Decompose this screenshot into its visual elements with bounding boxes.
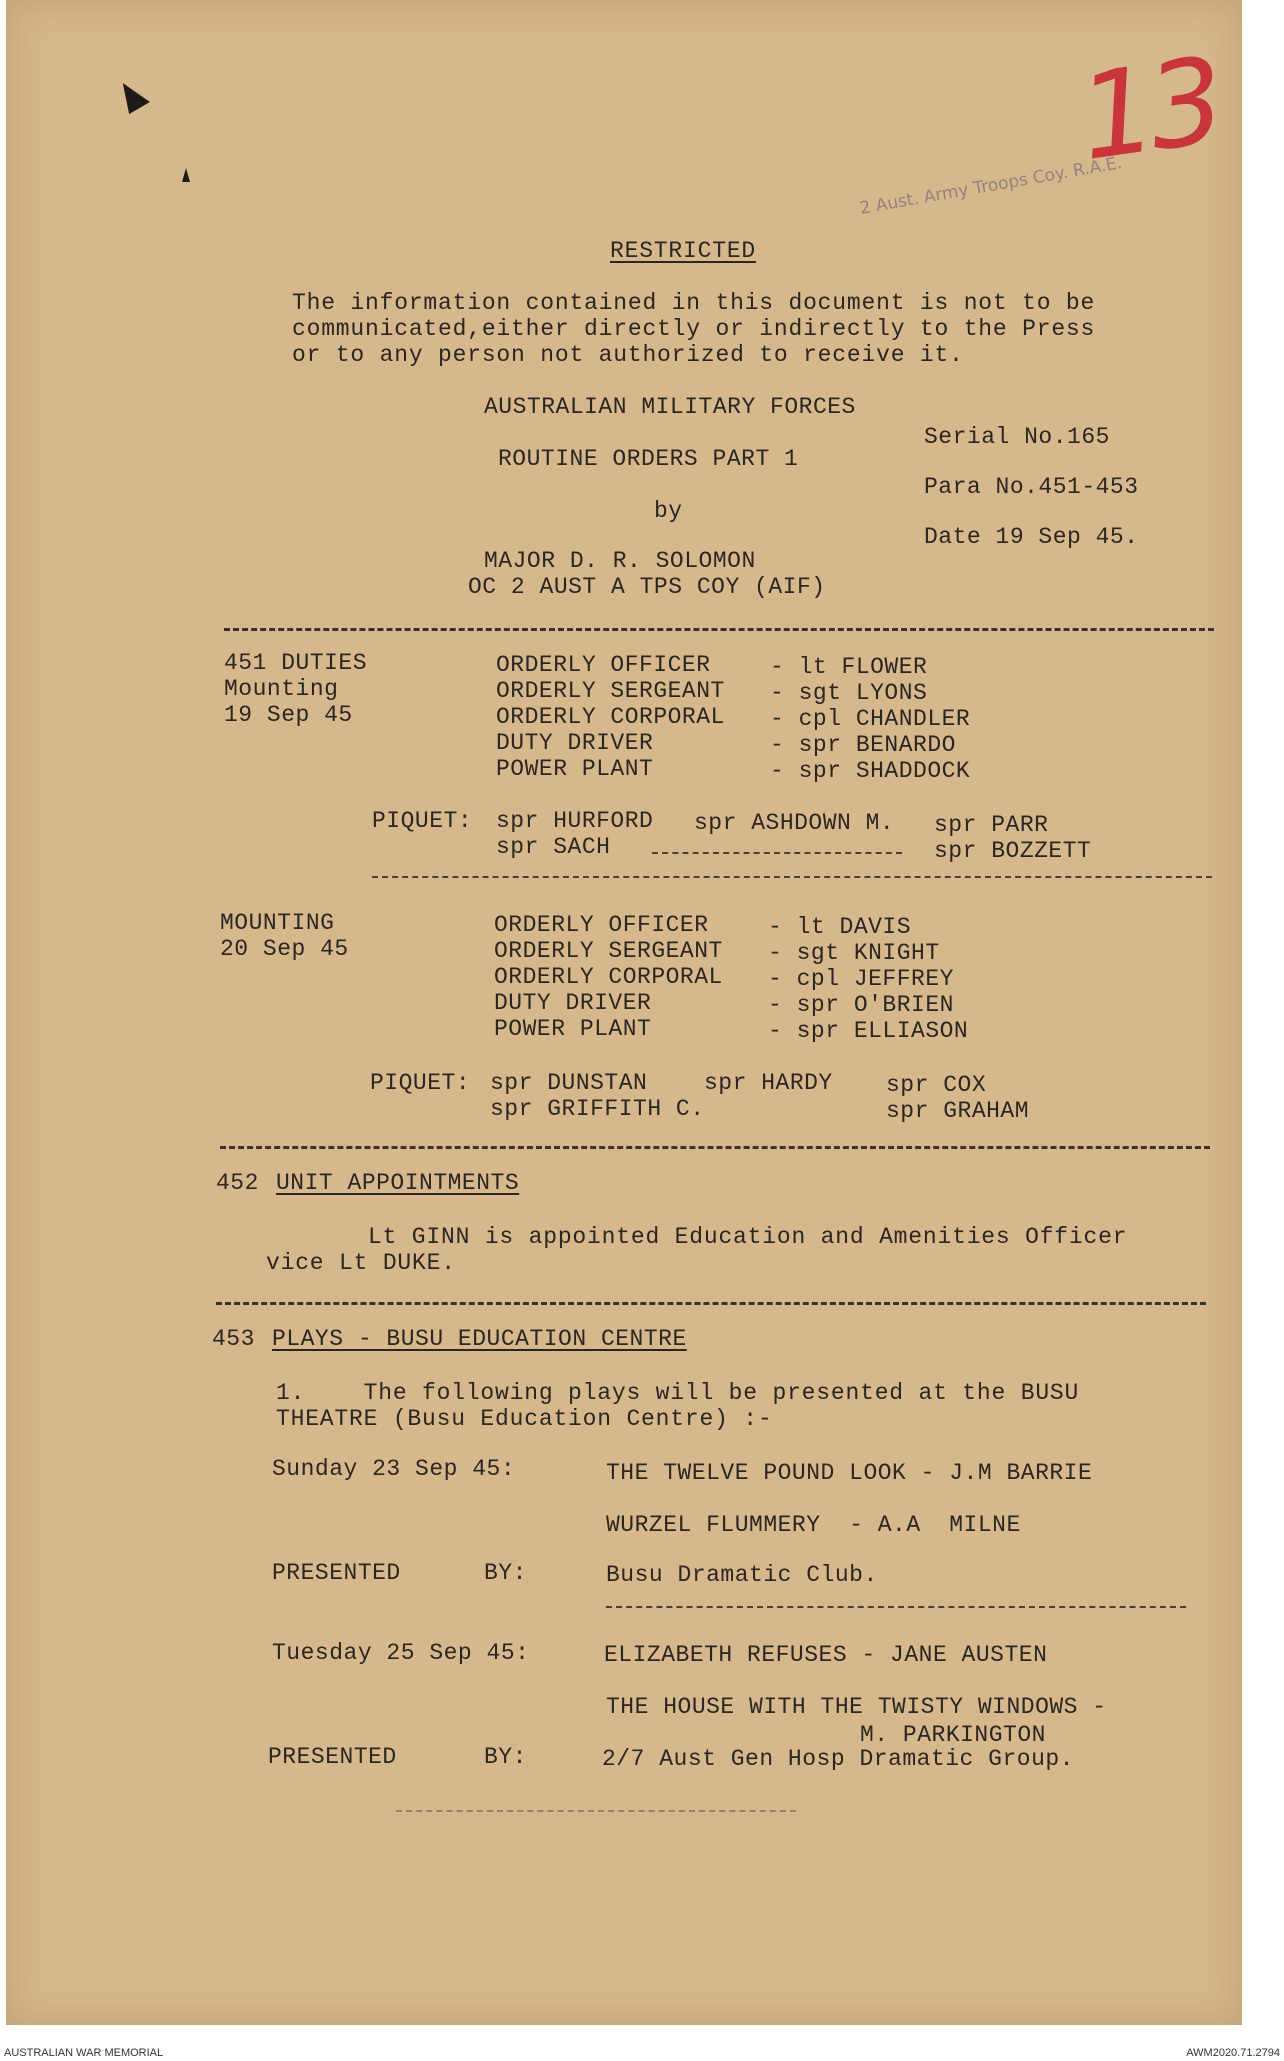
play-author: M. PARKINGTON	[860, 1722, 1046, 1748]
duty-role: ORDERLY OFFICER	[494, 912, 709, 938]
classification: RESTRICTED	[610, 238, 757, 264]
order-date: Date 19 Sep 45.	[924, 524, 1139, 550]
piquet-member: spr PARR	[934, 812, 1049, 838]
para-451-heading: 451 DUTIES	[224, 650, 368, 676]
presented-label: PRESENTED	[272, 1560, 401, 1586]
piquet-member: spr ASHDOWN M.	[694, 810, 895, 836]
piquet-member: spr GRIFFITH C.	[490, 1096, 705, 1122]
event-divider	[606, 1606, 1186, 1608]
piquet-member: spr DUNSTAN	[490, 1070, 648, 1096]
force-title: AUSTRALIAN MILITARY FORCES	[484, 394, 856, 420]
archive-reference: AWM2020.71.2794	[1186, 2047, 1280, 2059]
mounting-label: Mounting	[224, 676, 339, 702]
plays-intro: 1. The following plays will be presented at the BUSU	[276, 1380, 1080, 1406]
duty-name: - cpl JEFFREY	[768, 966, 954, 992]
play-title: WURZEL FLUMMERY - A.A MILNE	[606, 1512, 1021, 1538]
presenter: Busu Dramatic Club.	[606, 1562, 878, 1588]
by-label: BY:	[484, 1744, 527, 1770]
duty-name: - spr ELLIASON	[768, 1018, 969, 1044]
piquet-label: PIQUET:	[372, 808, 473, 834]
para-453-number: 453	[212, 1326, 255, 1352]
notice-line: The information contained in this document is not to be	[292, 290, 1096, 316]
page-end-mark	[396, 1810, 796, 1812]
notice-line: or to any person not authorized to receive it.	[292, 342, 964, 368]
serial-number: Serial No.165	[924, 424, 1110, 450]
duty-name: - cpl CHANDLER	[770, 706, 971, 732]
piquet-member: spr HARDY	[704, 1070, 833, 1096]
piquet-member: spr BOZZETT	[934, 838, 1092, 864]
plays-intro: THEATRE (Busu Education Centre) :-	[276, 1406, 773, 1432]
issuing-officer: MAJOR D. R. SOLOMON	[484, 548, 756, 574]
duty-role: ORDERLY OFFICER	[496, 652, 711, 678]
piquet-member: spr GRAHAM	[886, 1098, 1030, 1124]
para-number: Para No.451-453	[924, 474, 1139, 500]
appointment-line: vice Lt DUKE.	[266, 1250, 456, 1276]
presenter: 2/7 Aust Gen Hosp Dramatic Group.	[602, 1746, 1074, 1772]
mounting-date: 20 Sep 45	[220, 936, 349, 962]
para-452-number: 452	[216, 1170, 259, 1196]
section-divider	[220, 1146, 1210, 1149]
issuing-unit: OC 2 AUST A TPS COY (AIF)	[468, 574, 826, 600]
fill-line	[652, 852, 902, 854]
section-divider	[224, 628, 1214, 631]
duty-role: POWER PLANT	[494, 1016, 652, 1042]
duty-name: - lt FLOWER	[770, 654, 928, 680]
duty-role: ORDERLY SERGEANT	[496, 678, 725, 704]
duty-role: POWER PLANT	[496, 756, 654, 782]
event-date: Tuesday 25 Sep 45:	[272, 1640, 530, 1666]
ink-speck	[182, 168, 190, 182]
duty-name: - spr SHADDOCK	[770, 758, 971, 784]
mounting-label: MOUNTING	[220, 910, 335, 936]
presented-label: PRESENTED	[268, 1744, 397, 1770]
section-divider	[372, 876, 1212, 878]
folio-number: 13	[1071, 31, 1228, 187]
unit-stamp: 2 Aust. Army Troops Coy. R.A.E.	[858, 153, 1124, 219]
archive-credit: AUSTRALIAN WAR MEMORIAL	[4, 2047, 164, 2059]
duty-role: ORDERLY CORPORAL	[496, 704, 725, 730]
para-453-heading: PLAYS - BUSU EDUCATION CENTRE	[272, 1326, 687, 1352]
duty-name: - spr BENARDO	[770, 732, 956, 758]
para-452-heading: UNIT APPOINTMENTS	[276, 1170, 520, 1196]
play-title: THE HOUSE WITH THE TWISTY WINDOWS -	[606, 1694, 1107, 1720]
duty-name: - lt DAVIS	[768, 914, 912, 940]
piquet-member: spr HURFORD	[496, 808, 654, 834]
section-divider	[216, 1302, 1206, 1305]
duty-role: DUTY DRIVER	[494, 990, 652, 1016]
piquet-label: PIQUET:	[370, 1070, 471, 1096]
duty-name: - spr O'BRIEN	[768, 992, 954, 1018]
appointment-line: Lt GINN is appointed Education and Amenities Officer	[368, 1224, 1128, 1250]
piquet-member: spr COX	[886, 1072, 987, 1098]
orders-title: ROUTINE ORDERS PART 1	[498, 446, 799, 472]
play-title: THE TWELVE POUND LOOK - J.M BARRIE	[606, 1460, 1093, 1486]
duty-role: ORDERLY CORPORAL	[494, 964, 723, 990]
event-date: Sunday 23 Sep 45:	[272, 1456, 516, 1482]
play-title: ELIZABETH REFUSES - JANE AUSTEN	[604, 1642, 1048, 1668]
duty-name: - sgt LYONS	[770, 680, 928, 706]
by-label: BY:	[484, 1560, 527, 1586]
duty-name: - sgt KNIGHT	[768, 940, 940, 966]
duty-role: ORDERLY SERGEANT	[494, 938, 723, 964]
duty-role: DUTY DRIVER	[496, 730, 654, 756]
by-line: by	[654, 498, 683, 524]
notice-line: communicated,either directly or indirectly to the Press	[292, 316, 1096, 342]
piquet-member: spr SACH	[496, 834, 611, 860]
mounting-date: 19 Sep 45	[224, 702, 353, 728]
